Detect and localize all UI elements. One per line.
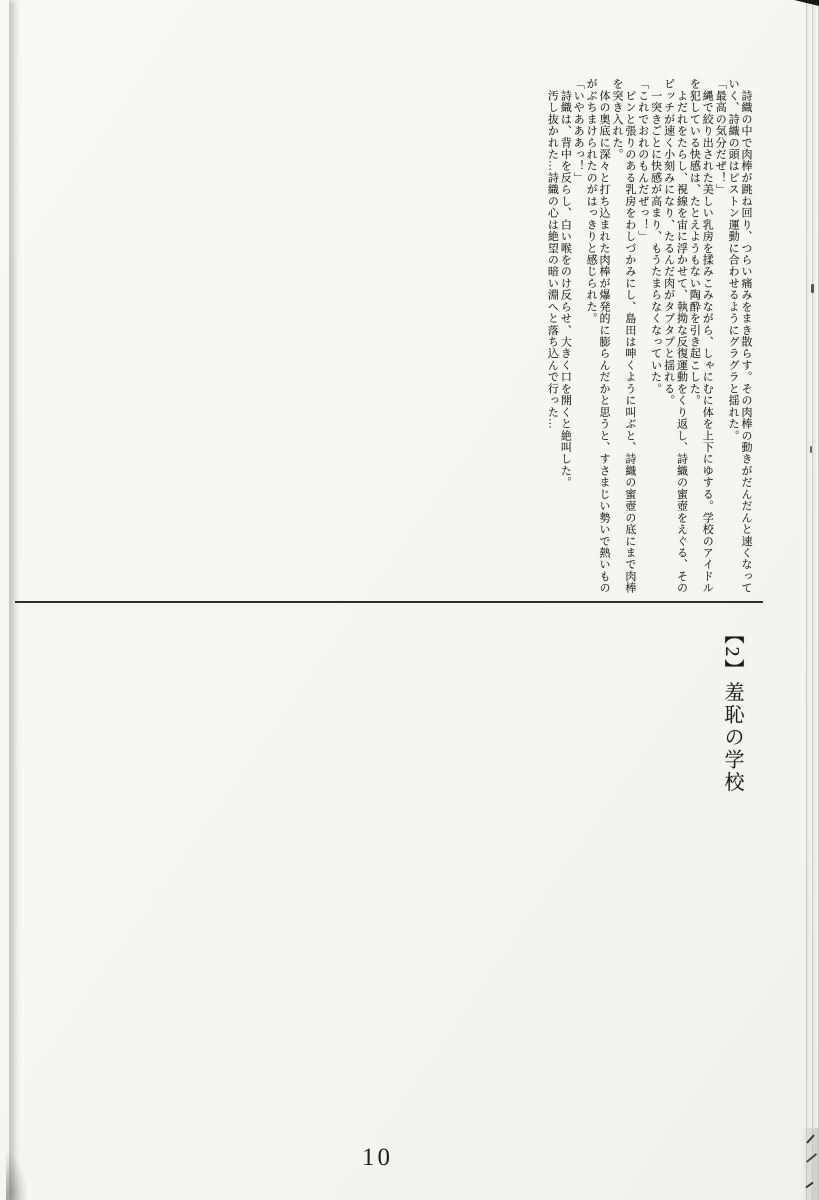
edge-mark <box>810 446 812 453</box>
text-line: よだれをたらし、視線を宙に浮かせて、執拗な反復運動をくり返し、詩織の蜜壺をえぐる、その <box>675 78 688 594</box>
page-left-edge-shadow <box>0 0 9 1200</box>
text-line: ピッチが速く小刻みになり、たるんだ肉がタプタプと揺れる。 <box>662 78 675 407</box>
text-line: を突き入れた。 <box>610 78 623 161</box>
page-right-edge-texture <box>804 0 819 1200</box>
text-line: 汚し抜かれた…詩織の心は絶望の暗い淵へと落ち込んで行った… <box>546 78 559 430</box>
text-line: 詩織の中で肉棒が跳ね回り、つらい痛みをまき散らす。その肉棒の動きがだんだんと速くなって <box>740 78 752 594</box>
text-line: 一突きごとに快感が高まり、もうたまらなくなっていた。 <box>649 78 662 395</box>
bottom-left-smudge <box>6 1150 28 1200</box>
text-line: 縄で絞り出された美しい乳房を揉みこみながら、しゃにむに体を上下にゆする。学校のアイドル <box>701 78 714 594</box>
text-line: 「これでおれのもんだぜっ！」 <box>636 78 649 243</box>
bottom-text-block <box>33 613 747 1127</box>
page-number: 10 <box>362 1144 393 1171</box>
edge-mark <box>811 284 814 293</box>
text-line: 詩織は、背中を反らし、白い喉をのけ反らせ、大きく口を開くと絶叫した。 <box>559 78 572 489</box>
text-line: ピンと張りのある乳房をわしづかみにし、島田は呻くように叫ぶと、詩織の蜜壺の底にまで肉棒 <box>623 78 636 594</box>
section-divider-line <box>15 601 763 603</box>
text-line: がぶちまけられたのがはっきりと感じられた。 <box>585 78 598 325</box>
section-heading: 【2】羞恥の学校 <box>721 624 743 794</box>
text-line: 「いやあああっ！」 <box>572 78 585 184</box>
text-line: を犯している快感は、たとえようもない陶酔を引き起こした。 <box>688 78 701 407</box>
text-line: 体の奥底に深々と打ち込まれた肉棒が爆発的に膨らんだかと思うと、すさまじい勢いで熱いもの <box>598 78 611 594</box>
top-text-block <box>542 78 752 600</box>
text-line: 「最高の気分だぜ！」 <box>714 78 727 196</box>
text-line: いく、詩織の頭はピストン運動に合わせるようにグラグラと揺れた。 <box>727 78 740 442</box>
